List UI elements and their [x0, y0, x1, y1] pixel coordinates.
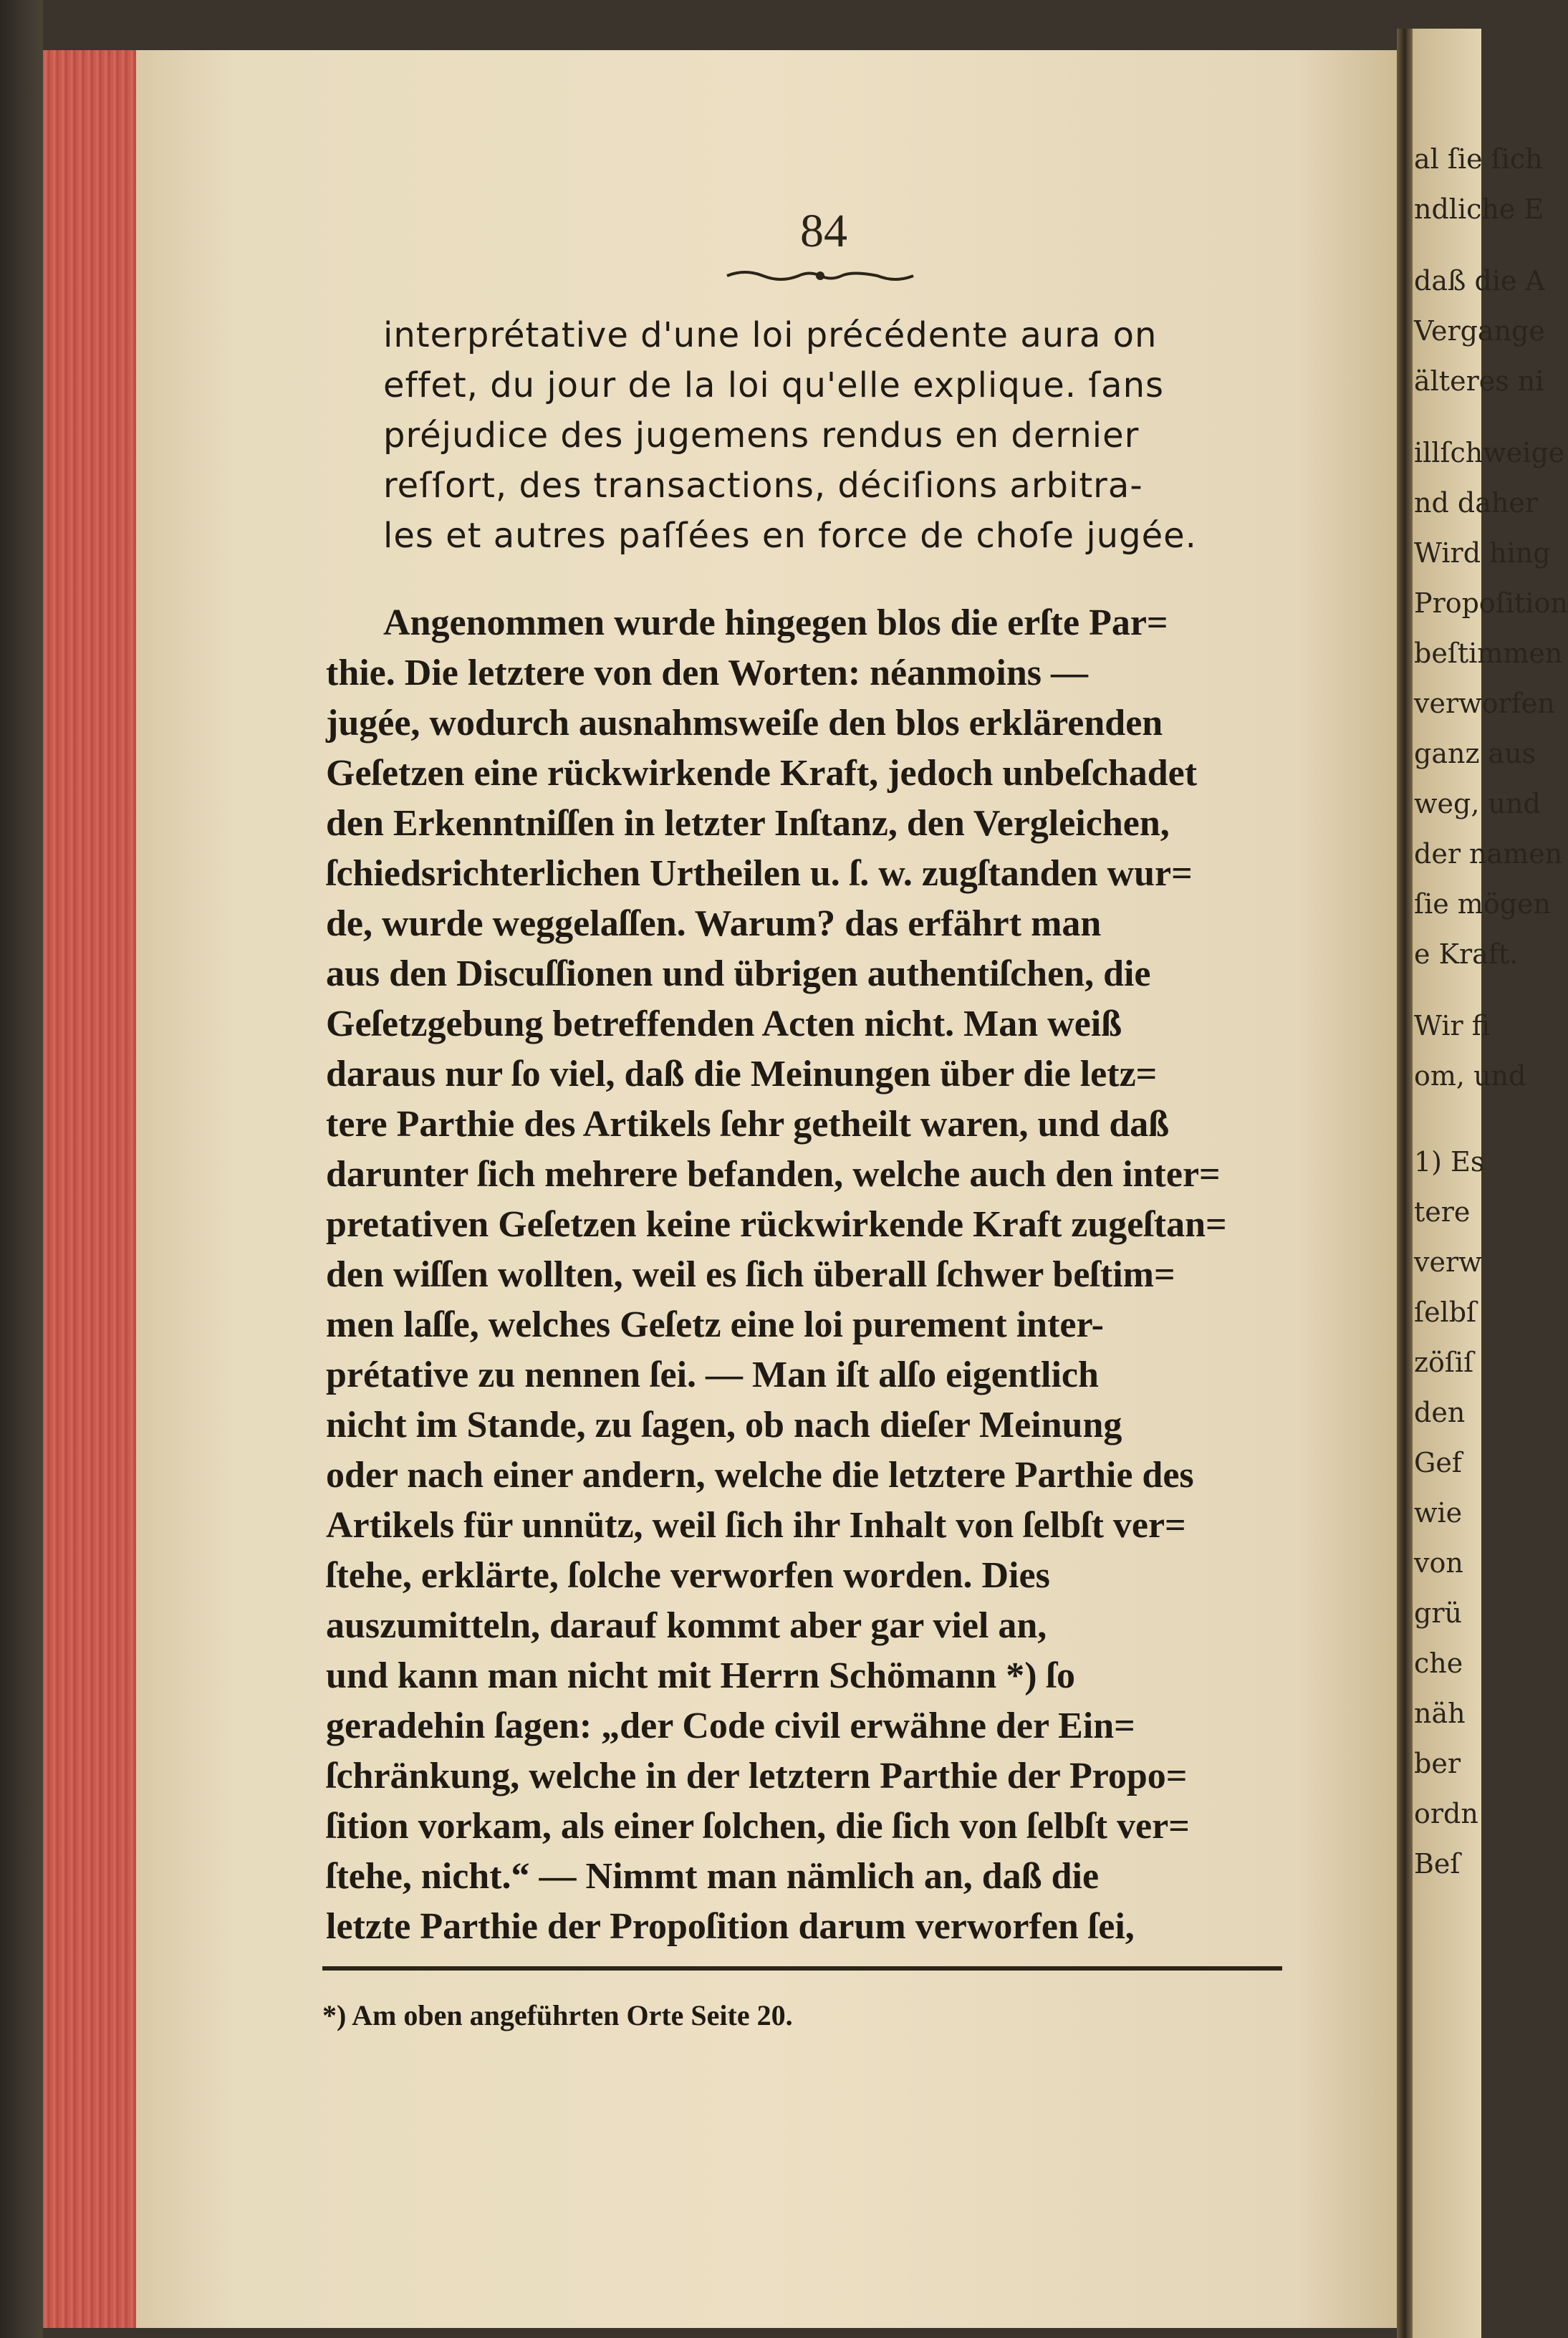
- text-line: jugée, wodurch ausnahmsweiſe den blos erklärenden: [326, 703, 1163, 744]
- facing-page-edge: [1413, 29, 1568, 2338]
- footnote-rule: [322, 1966, 1282, 1971]
- text-line: ſition vorkam, als einer ſolchen, die ſich von ſelbſt ver=: [326, 1806, 1190, 1847]
- facing-line: daß die A: [1414, 265, 1545, 297]
- facing-line: Wir fi: [1414, 1010, 1491, 1041]
- text-line: nicht im Stande, zu ſagen, ob nach dieſer Meinung: [326, 1405, 1122, 1445]
- text-line: ſtehe, nicht.“ — Nimmt man nämlich an, daß die: [326, 1856, 1100, 1897]
- facing-line: Gef: [1414, 1447, 1462, 1478]
- facing-line: tere: [1414, 1196, 1471, 1228]
- facing-line: nd daher: [1414, 487, 1538, 519]
- facing-line: zöſiſ: [1414, 1347, 1474, 1378]
- ornament-divider: [723, 265, 917, 287]
- text-line: pretativen Geſetzen keine rückwirkende Kraft zugeſtan=: [326, 1204, 1227, 1245]
- facing-line: Beſ: [1414, 1848, 1461, 1880]
- text-line: prétative zu nennen ſei. — Man iſt alſo eigentlich: [326, 1355, 1099, 1395]
- facing-line: näh: [1414, 1698, 1466, 1729]
- facing-line: che: [1414, 1647, 1463, 1679]
- facing-line: e Kraft.: [1414, 938, 1519, 970]
- facing-line: verw: [1414, 1246, 1482, 1278]
- facing-line: weg, und: [1414, 788, 1541, 819]
- facing-line: älteres ni: [1414, 365, 1544, 397]
- text-line: daraus nur ſo viel, daß die Meinungen über die letz=: [326, 1054, 1158, 1095]
- text-line: thie. Die letztere von den Worten: néanmoins —: [326, 653, 1088, 693]
- facing-line: ber: [1414, 1748, 1461, 1779]
- text-line: Artikels für unnütz, weil ſich ihr Inhalt von ſelbſt ver=: [326, 1505, 1186, 1546]
- facing-line: Propoſition: [1414, 587, 1568, 619]
- text-line: men laſſe, welches Geſetz eine loi purement inter-: [326, 1304, 1104, 1345]
- facing-line: al ſie ſich: [1414, 143, 1543, 175]
- facing-line: ganz aus: [1414, 738, 1536, 769]
- text-line: aus den Discuſſionen und übrigen authentiſchen, die: [326, 953, 1151, 994]
- text-line: de, wurde weggelaſſen. Warum? das erfährt man: [326, 903, 1102, 944]
- facing-line: verworfen: [1414, 688, 1555, 719]
- text-line: und kann man nicht mit Herrn Schömann *) ſo: [326, 1655, 1075, 1696]
- facing-line: den: [1414, 1397, 1466, 1428]
- facing-line: Wird hing: [1414, 537, 1551, 569]
- text-line: oder nach einer andern, welche die letztere Parthie des: [326, 1455, 1194, 1496]
- book-gutter: [1397, 29, 1413, 2338]
- facing-line: Vergange: [1414, 315, 1545, 347]
- text-line: effet, du jour de la loi qu'elle explique. ſans: [383, 365, 1165, 405]
- text-line: préjudice des jugemens rendus en dernier: [383, 415, 1140, 456]
- book-cover-edge: [0, 0, 43, 2338]
- text-line: ſchiedsrichterlichen Urtheilen u. ſ. w. zugſtanden wur=: [326, 853, 1193, 894]
- text-line: les et autres paſſées en force de choſe jugée.: [383, 516, 1197, 556]
- facing-line: ordn: [1414, 1798, 1478, 1829]
- facing-line: ndliche E: [1414, 193, 1544, 225]
- facing-line: ſie mögen: [1414, 888, 1551, 920]
- text-line: reſſort, des transactions, déciſions arbitra-: [383, 466, 1143, 506]
- facing-line: von: [1414, 1547, 1463, 1579]
- text-line: auszumitteln, darauf kommt aber gar viel an,: [326, 1605, 1047, 1646]
- facing-line: der namen: [1414, 838, 1563, 870]
- text-line: darunter ſich mehrere befanden, welche auch den inter=: [326, 1154, 1221, 1195]
- page-number: 84: [800, 205, 847, 257]
- red-page-edges: [43, 50, 136, 2328]
- text-line: den Erkenntniſſen in letzter Inſtanz, den Vergleichen,: [326, 803, 1170, 844]
- text-line: Geſetzgebung betreffenden Acten nicht. Man weiß: [326, 1004, 1122, 1044]
- text-line: tere Parthie des Artikels ſehr getheilt waren, und daß: [326, 1104, 1170, 1145]
- facing-line: 1) Es: [1414, 1146, 1485, 1178]
- facing-line: wie: [1414, 1497, 1463, 1529]
- facing-line: ſelbſ: [1414, 1297, 1477, 1328]
- facing-line: om, und: [1414, 1060, 1526, 1092]
- footnote: *) Am oben angeführten Orte Seite 20.: [322, 1999, 793, 2031]
- text-line: ſchränkung, welche in der letztern Parthie der Propo=: [326, 1756, 1188, 1796]
- facing-line: grü: [1414, 1597, 1462, 1629]
- facing-line: illſchweige: [1414, 437, 1565, 468]
- facing-line: beſtimmen: [1414, 638, 1563, 669]
- text-line: letzte Parthie der Propoſition darum verworfen ſei,: [326, 1906, 1135, 1947]
- text-line: Angenommen wurde hingegen blos die erſte Par=: [383, 602, 1168, 643]
- text-line: den wiſſen wollten, weil es ſich überall ſchwer beſtim=: [326, 1254, 1175, 1295]
- text-line: ſtehe, erklärte, ſolche verworfen worden. Dies: [326, 1555, 1050, 1596]
- text-line: interprétative d'une loi précédente aura on: [383, 315, 1158, 355]
- text-line: geradehin ſagen: „der Code civil erwähne der Ein=: [326, 1706, 1135, 1746]
- text-line: Geſetzen eine rückwirkende Kraft, jedoch unbeſchadet: [326, 753, 1198, 794]
